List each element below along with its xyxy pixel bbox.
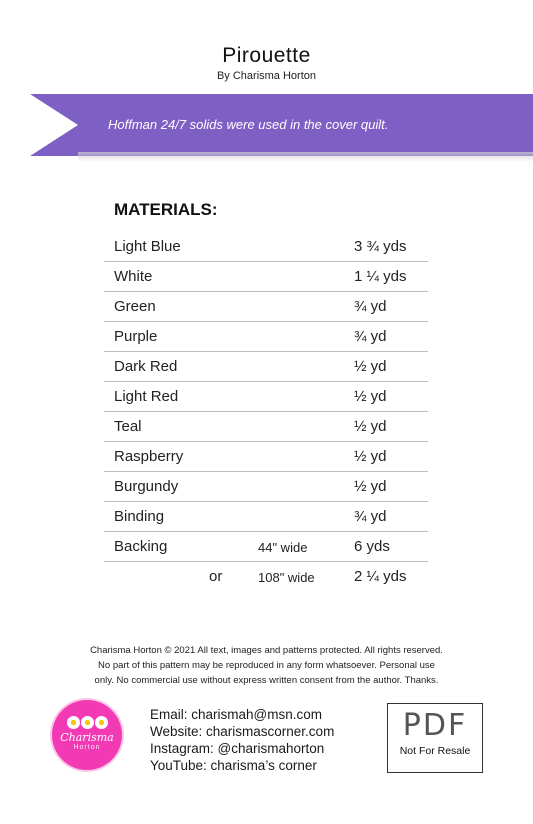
copyright-line: Charisma Horton © 2021 All text, images and patterns protected. All rights reserved. [90, 645, 443, 656]
fabric-name: Backing [114, 538, 168, 555]
materials-row [104, 532, 428, 562]
pdf-badge [387, 703, 483, 773]
materials-row [104, 442, 428, 472]
logo-name: Charisma [60, 730, 114, 744]
materials-row [104, 352, 428, 382]
contact-youtube: YouTube: charisma’s corner [150, 758, 317, 773]
materials-row [104, 292, 428, 322]
fabric-amount: ½ yd [354, 448, 387, 465]
materials-row [104, 502, 428, 532]
materials-row [104, 412, 428, 442]
charisma-horton-logo [52, 700, 122, 770]
daisy-flowers-icon [67, 716, 108, 729]
banner-text: Hoffman 24/7 solids were used in the cover quilt. [108, 117, 389, 132]
copyright-notice [60, 643, 473, 688]
fabric-name: Purple [114, 328, 158, 345]
pattern-title: Pirouette [222, 44, 311, 67]
fabric-amount: 1 ¼ yds [354, 268, 407, 285]
contact-info [150, 706, 334, 774]
materials-row [104, 562, 428, 591]
fabric-name: Light Red [114, 388, 179, 405]
contact-website: Website: charismascorner.com [150, 724, 335, 739]
materials-row [104, 262, 428, 292]
fabric-name: Dark Red [114, 358, 178, 375]
fabric-amount: ½ yd [354, 388, 387, 405]
fabric-amount: ½ yd [354, 358, 387, 375]
fabric-amount: ½ yd [354, 418, 387, 435]
fabric-name: Binding [114, 508, 165, 525]
copyright-line: No part of this pattern may be reproduced in any form whatsoever. Personal use [98, 660, 435, 671]
fabric-prefix: or [209, 568, 223, 585]
copyright-line: only. No commercial use without express written consent from the author. Thanks. [94, 675, 439, 686]
fabric-name: Burgundy [114, 478, 179, 495]
contact-instagram: Instagram: @charismahorton [150, 741, 325, 756]
fabric-name: White [114, 268, 153, 285]
materials-row [104, 382, 428, 412]
fabric-name: Teal [114, 418, 142, 435]
pdf-badge-title: PDF [402, 708, 468, 743]
fabric-name: Green [114, 298, 156, 315]
fabric-width: 108" wide [258, 570, 315, 585]
logo-sub: Horton [73, 743, 101, 751]
materials-heading: MATERIALS: [114, 200, 218, 219]
pdf-badge-note: Not For Resale [399, 745, 471, 757]
materials-row [104, 232, 428, 262]
fabric-name: Raspberry [114, 448, 184, 465]
fabric-amount: 3 ¾ yds [354, 238, 407, 255]
fabric-amount: ½ yd [354, 478, 387, 495]
fabric-width: 44" wide [258, 540, 308, 555]
contact-email: Email: charismah@msn.com [150, 707, 322, 722]
fabric-name: Light Blue [114, 238, 181, 255]
materials-row [104, 322, 428, 352]
fabric-amount: 2 ¼ yds [354, 568, 407, 585]
fabric-amount: ¾ yd [354, 328, 387, 345]
fabric-amount: ¾ yd [354, 298, 387, 315]
fabric-amount: 6 yds [354, 538, 390, 555]
author-byline: By Charisma Horton [216, 70, 317, 82]
fabric-amount: ¾ yd [354, 508, 387, 525]
materials-table [104, 232, 428, 591]
materials-row [104, 472, 428, 502]
